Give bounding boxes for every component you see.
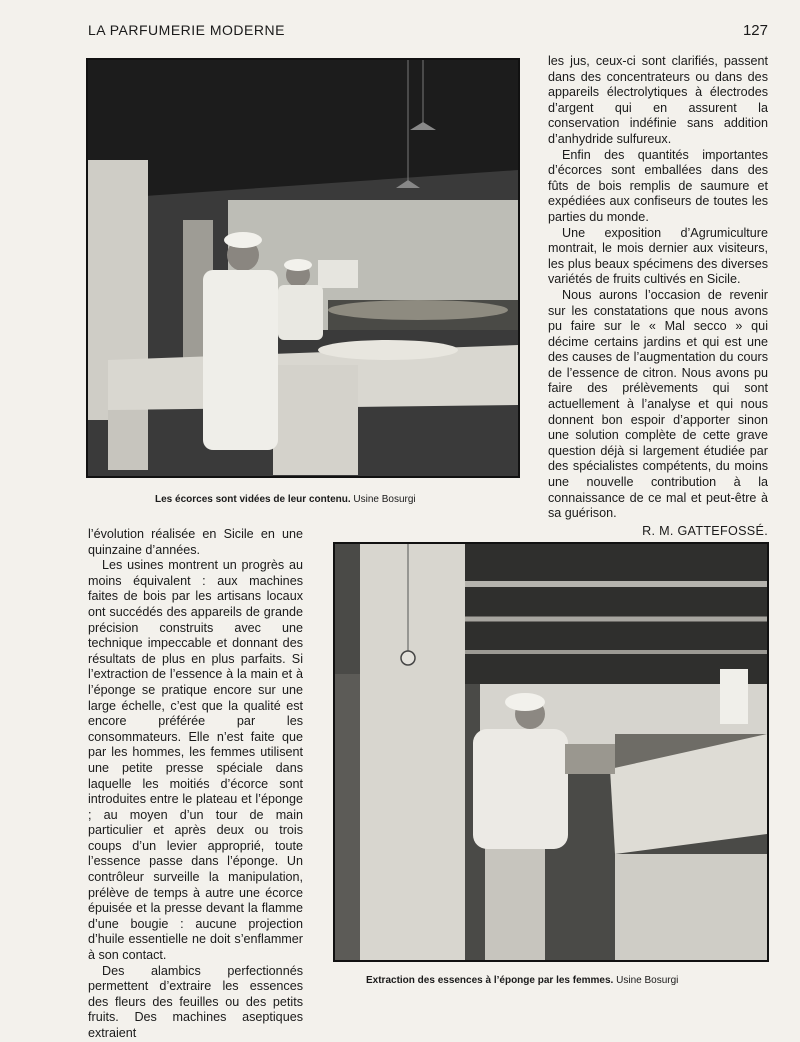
caption-title: Les écorces sont vidées de leur contenu.: [155, 494, 351, 505]
figure-caption-top: [155, 494, 416, 505]
article-column-left: [88, 527, 303, 1042]
paragraph: Nous aurons l’occasion de revenir sur les constatations que nous avons pu faire sur le « Mal secco » qui décime certains jardins et qui est une des causes de l’augmentation du cours de l’essence de citron. Nous avons pu faire des prélèvements qui sont actuellement à l’analyse et qui nous donnent bon espoir d’apporter sinon une solution complète de cette grave question déjà si largement étudiée par des spécialistes compétents, du moins une nouvelle contribution à la connaissance de ce mal et peut-être à sa guérison.: [548, 287, 768, 521]
caption-credit: Usine Bosurgi: [353, 494, 416, 505]
author-signature: R. M. GATTEFOSSÉ.: [642, 523, 768, 538]
factory-photo-sponge-extraction: [333, 542, 769, 962]
caption-title: Extraction des essences à l’éponge par les femmes.: [366, 975, 614, 986]
paragraph: l’évolution réalisée en Sicile en une quinzaine d’années.: [88, 527, 303, 557]
caption-credit: Usine Bosurgi: [616, 975, 679, 986]
page-number: 127: [742, 22, 768, 39]
paragraph: Une exposition d’Agrumiculture montrait, le mois dernier aux visiteurs, les plus beaux spécimens des diverses variétés de fruits cultivés en Sicile.: [548, 225, 768, 287]
paragraph: Des alambics perfectionnés permettent d’extraire les essences des fleurs des feuilles ou des petits fruits. Des machines aseptiques extraient: [88, 963, 303, 1040]
paragraph: Les usines montrent un progrès au moins équivalent : aux machines faites de bois par les artisans locaux ont succédés des appareils de grande précision construits avec une technique impeccable et donnant des résultats de plus en plus parfaits. Si l’extraction de l’essence à la main et à l’éponge se pratique encore sur une large échelle, c’est que la qualité est encore préférée par les consommateurs. Elle n’est faite que par les hommes, les femmes utilisent une petite presse spéciale dans laquelle les moitiés d’écorce sont introduites entre le plateau et l’éponge ; au moyen d’un tour de main particulier et après deux ou trois coups d’un levier approprié, toute l’essence passe dans l’éponge. Un contrôleur surveille la manipulation, prélève de temps à autre une écorce épuisée et la presse devant la flamme d’une bougie : aucune projection d’huile essentielle ne doit s’enflammer à son contact.: [88, 558, 303, 963]
paragraph: Enfin des quantités importantes d’écorces sont emballées dans des fûts de bois remplis de saumure et expédiées aux confiseurs de toutes les parties du monde.: [548, 147, 768, 224]
factory-photo-peels: [86, 58, 520, 478]
article-column-right: [548, 54, 768, 539]
figure-caption-bottom: [366, 975, 678, 986]
paragraph: les jus, ceux-ci sont clarifiés, passent dans des concentrateurs ou dans des appareils électrolytiques à électrodes d’argent qui en assurent la conservation indéfinie sans addition d’anhydride sulfureux.: [548, 54, 768, 146]
running-header-title: LA PARFUMERIE MODERNE: [88, 22, 285, 38]
